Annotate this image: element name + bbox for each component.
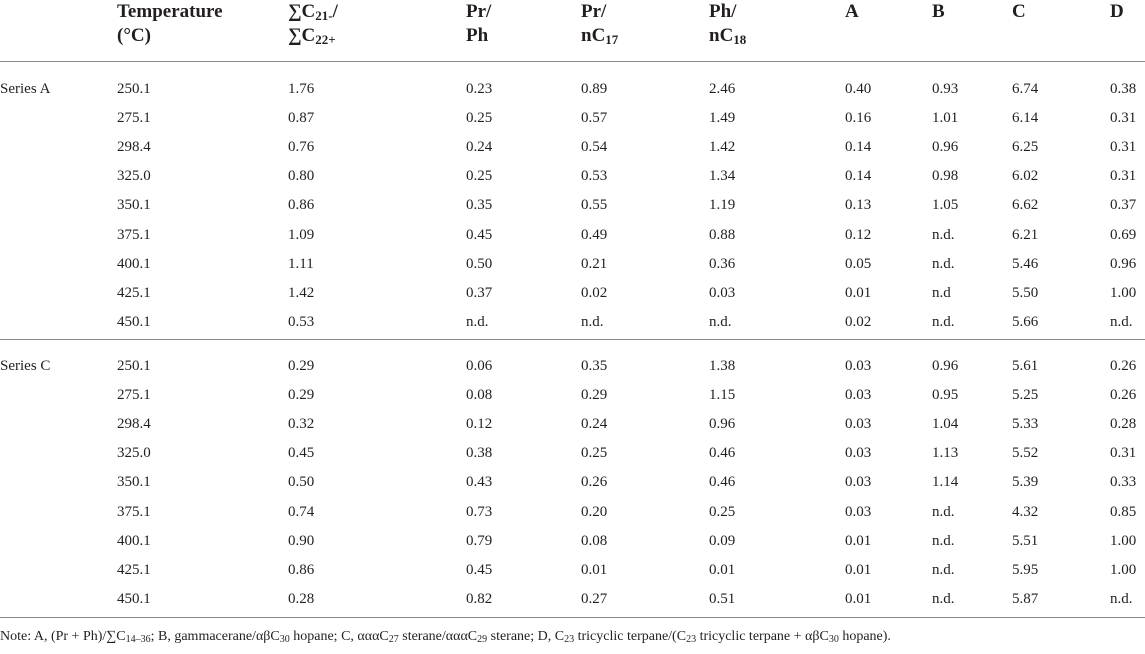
cell-c: 6.25 bbox=[1012, 139, 1039, 155]
cell-ph-nc18: 1.49 bbox=[709, 110, 736, 126]
table-note bbox=[0, 628, 891, 646]
cell-b: 1.14 bbox=[932, 474, 959, 490]
cell-d: 0.26 bbox=[1110, 387, 1137, 403]
header-c22-line bbox=[288, 24, 338, 48]
cell-d: 0.96 bbox=[1110, 256, 1137, 272]
cell-pr-nc17: 0.89 bbox=[581, 81, 608, 97]
note-part-5: sterane; D, C bbox=[487, 629, 565, 644]
cell-ph-nc18: 0.09 bbox=[709, 533, 736, 549]
header-b: B bbox=[932, 1, 945, 22]
cell-c21-c22: 0.50 bbox=[288, 474, 315, 490]
series-separator-rule bbox=[0, 339, 1145, 340]
header-c21-sigma: ∑ bbox=[288, 1, 302, 22]
cell-a: 0.01 bbox=[845, 533, 872, 549]
cell-a: 0.12 bbox=[845, 227, 872, 243]
header-ph-nc18-line2 bbox=[709, 24, 746, 48]
cell-a: 0.03 bbox=[845, 504, 872, 520]
cell-a: 0.05 bbox=[845, 256, 872, 272]
cell-pr-ph: 0.37 bbox=[466, 285, 493, 301]
header-pr-nc17 bbox=[581, 0, 618, 48]
cell-c: 5.25 bbox=[1012, 387, 1039, 403]
header-rule bbox=[0, 61, 1145, 62]
cell-ph-nc18: 1.38 bbox=[709, 358, 736, 374]
cell-temperature: 350.1 bbox=[117, 474, 151, 490]
cell-pr-ph: 0.08 bbox=[466, 387, 493, 403]
cell-temperature: 400.1 bbox=[117, 533, 151, 549]
cell-pr-nc17: 0.08 bbox=[581, 533, 608, 549]
cell-temperature: 298.4 bbox=[117, 139, 151, 155]
cell-c21-c22: 0.86 bbox=[288, 197, 315, 213]
cell-pr-ph: 0.06 bbox=[466, 358, 493, 374]
cell-pr-ph: 0.73 bbox=[466, 504, 493, 520]
cell-b: 0.93 bbox=[932, 81, 959, 97]
cell-pr-ph: 0.79 bbox=[466, 533, 493, 549]
header-c22-sub: 22+ bbox=[315, 32, 336, 47]
cell-pr-ph: 0.25 bbox=[466, 168, 493, 184]
header-c22-c: C bbox=[301, 25, 316, 46]
cell-a: 0.02 bbox=[845, 314, 872, 330]
series-label: Series A bbox=[0, 81, 51, 97]
cell-ph-nc18: 0.88 bbox=[709, 227, 736, 243]
header-c22-sigma: ∑ bbox=[288, 25, 302, 46]
cell-pr-nc17: n.d. bbox=[581, 314, 604, 330]
cell-c: 5.46 bbox=[1012, 256, 1039, 272]
cell-temperature: 450.1 bbox=[117, 591, 151, 607]
cell-c21-c22: 1.09 bbox=[288, 227, 315, 243]
note-sub-5: 23 bbox=[564, 634, 575, 645]
cell-ph-nc18: 1.19 bbox=[709, 197, 736, 213]
cell-ph-nc18: 2.46 bbox=[709, 81, 736, 97]
header-ph-nc18-nc: nC bbox=[709, 25, 734, 46]
cell-c21-c22: 1.76 bbox=[288, 81, 315, 97]
header-ph-nc18-line1: Ph/ bbox=[709, 1, 737, 22]
cell-a: 0.13 bbox=[845, 197, 872, 213]
cell-c21-c22: 0.28 bbox=[288, 591, 315, 607]
cell-a: 0.03 bbox=[845, 416, 872, 432]
cell-d: n.d. bbox=[1110, 314, 1133, 330]
header-temperature-line2: (°C) bbox=[117, 25, 151, 46]
cell-b: 0.95 bbox=[932, 387, 959, 403]
cell-pr-nc17: 0.20 bbox=[581, 504, 608, 520]
cell-temperature: 325.0 bbox=[117, 168, 151, 184]
cell-pr-ph: 0.24 bbox=[466, 139, 493, 155]
cell-b: n.d. bbox=[932, 533, 955, 549]
cell-ph-nc18: n.d. bbox=[709, 314, 732, 330]
cell-d: 1.00 bbox=[1110, 285, 1137, 301]
cell-ph-nc18: 0.46 bbox=[709, 474, 736, 490]
cell-d: 0.31 bbox=[1110, 168, 1137, 184]
cell-ph-nc18: 0.01 bbox=[709, 562, 736, 578]
cell-c21-c22: 0.29 bbox=[288, 387, 315, 403]
cell-temperature: 400.1 bbox=[117, 256, 151, 272]
cell-b: 0.96 bbox=[932, 139, 959, 155]
cell-pr-ph: n.d. bbox=[466, 314, 489, 330]
header-d: D bbox=[1110, 1, 1124, 22]
cell-pr-ph: 0.45 bbox=[466, 227, 493, 243]
cell-c21-c22: 0.45 bbox=[288, 445, 315, 461]
note-sub-4: 29 bbox=[477, 634, 488, 645]
header-pr-ph-line1: Pr/ bbox=[466, 1, 492, 22]
cell-pr-nc17: 0.26 bbox=[581, 474, 608, 490]
cell-temperature: 275.1 bbox=[117, 387, 151, 403]
cell-pr-ph: 0.12 bbox=[466, 416, 493, 432]
cell-a: 0.14 bbox=[845, 139, 872, 155]
note-part-6: tricyclic terpane/(C bbox=[574, 629, 687, 644]
cell-ph-nc18: 0.46 bbox=[709, 445, 736, 461]
header-ph-nc18-sub: 18 bbox=[733, 32, 747, 47]
cell-b: 1.01 bbox=[932, 110, 959, 126]
header-pr-nc17-nc: nC bbox=[581, 25, 606, 46]
cell-pr-ph: 0.23 bbox=[466, 81, 493, 97]
cell-pr-nc17: 0.57 bbox=[581, 110, 608, 126]
header-pr-nc17-line1: Pr/ bbox=[581, 1, 607, 22]
header-c21-c22-ratio bbox=[288, 0, 338, 48]
cell-b: n.d bbox=[932, 285, 951, 301]
cell-d: 1.00 bbox=[1110, 562, 1137, 578]
table-bottom-rule bbox=[0, 617, 1145, 618]
header-pr-ph bbox=[466, 0, 491, 48]
cell-d: 0.69 bbox=[1110, 227, 1137, 243]
cell-c: 6.74 bbox=[1012, 81, 1039, 97]
cell-pr-nc17: 0.49 bbox=[581, 227, 608, 243]
cell-c: 5.95 bbox=[1012, 562, 1039, 578]
cell-pr-nc17: 0.55 bbox=[581, 197, 608, 213]
cell-b: n.d. bbox=[932, 562, 955, 578]
cell-b: 1.04 bbox=[932, 416, 959, 432]
cell-pr-nc17: 0.35 bbox=[581, 358, 608, 374]
cell-c: 6.14 bbox=[1012, 110, 1039, 126]
cell-c21-c22: 0.29 bbox=[288, 358, 315, 374]
cell-temperature: 250.1 bbox=[117, 81, 151, 97]
cell-c: 5.51 bbox=[1012, 533, 1039, 549]
header-temperature-line1: Temperature bbox=[117, 1, 223, 22]
cell-d: 0.31 bbox=[1110, 110, 1137, 126]
cell-b: 0.98 bbox=[932, 168, 959, 184]
series-label: Series C bbox=[0, 358, 51, 374]
header-pr-ph-line2: Ph bbox=[466, 25, 489, 46]
note-part-4: sterane/αααC bbox=[398, 629, 478, 644]
header-temperature bbox=[117, 0, 223, 48]
cell-a: 0.03 bbox=[845, 358, 872, 374]
cell-d: n.d. bbox=[1110, 591, 1133, 607]
cell-ph-nc18: 0.51 bbox=[709, 591, 736, 607]
cell-ph-nc18: 0.03 bbox=[709, 285, 736, 301]
cell-pr-ph: 0.50 bbox=[466, 256, 493, 272]
header-ph-nc18 bbox=[709, 0, 746, 48]
cell-c: 6.02 bbox=[1012, 168, 1039, 184]
cell-a: 0.03 bbox=[845, 474, 872, 490]
cell-temperature: 425.1 bbox=[117, 562, 151, 578]
note-sub-6: 23 bbox=[686, 634, 697, 645]
cell-temperature: 298.4 bbox=[117, 416, 151, 432]
cell-d: 0.26 bbox=[1110, 358, 1137, 374]
cell-d: 0.33 bbox=[1110, 474, 1137, 490]
cell-ph-nc18: 1.42 bbox=[709, 139, 736, 155]
note-part-1: Note: A, (Pr + Ph)/∑C bbox=[0, 629, 126, 644]
header-c: C bbox=[1012, 1, 1026, 22]
cell-ph-nc18: 1.34 bbox=[709, 168, 736, 184]
cell-c21-c22: 0.76 bbox=[288, 139, 315, 155]
cell-d: 0.85 bbox=[1110, 504, 1137, 520]
cell-b: 0.96 bbox=[932, 358, 959, 374]
cell-b: n.d. bbox=[932, 591, 955, 607]
cell-d: 0.31 bbox=[1110, 139, 1137, 155]
cell-b: 1.05 bbox=[932, 197, 959, 213]
header-pr-nc17-sub: 17 bbox=[605, 32, 619, 47]
note-part-7: tricyclic terpane + αβC bbox=[696, 629, 829, 644]
cell-c: 5.50 bbox=[1012, 285, 1039, 301]
cell-ph-nc18: 0.36 bbox=[709, 256, 736, 272]
cell-ph-nc18: 0.25 bbox=[709, 504, 736, 520]
header-c21-line bbox=[288, 0, 338, 24]
note-sub-3: 27 bbox=[388, 634, 399, 645]
cell-a: 0.03 bbox=[845, 445, 872, 461]
cell-c21-c22: 1.11 bbox=[288, 256, 314, 272]
cell-c21-c22: 0.90 bbox=[288, 533, 315, 549]
cell-ph-nc18: 1.15 bbox=[709, 387, 736, 403]
cell-pr-nc17: 0.27 bbox=[581, 591, 608, 607]
cell-d: 1.00 bbox=[1110, 533, 1137, 549]
cell-pr-nc17: 0.29 bbox=[581, 387, 608, 403]
cell-pr-ph: 0.25 bbox=[466, 110, 493, 126]
header-c21-c: C bbox=[301, 1, 316, 22]
cell-pr-nc17: 0.21 bbox=[581, 256, 608, 272]
cell-c21-c22: 0.53 bbox=[288, 314, 315, 330]
note-sub-1: 14–36 bbox=[125, 634, 151, 645]
cell-pr-nc17: 0.02 bbox=[581, 285, 608, 301]
cell-a: 0.01 bbox=[845, 285, 872, 301]
cell-pr-ph: 0.38 bbox=[466, 445, 493, 461]
cell-c: 5.66 bbox=[1012, 314, 1039, 330]
cell-pr-ph: 0.82 bbox=[466, 591, 493, 607]
cell-a: 0.03 bbox=[845, 387, 872, 403]
cell-pr-nc17: 0.24 bbox=[581, 416, 608, 432]
cell-c21-c22: 0.32 bbox=[288, 416, 315, 432]
cell-pr-nc17: 0.53 bbox=[581, 168, 608, 184]
cell-c21-c22: 0.74 bbox=[288, 504, 315, 520]
header-a: A bbox=[845, 1, 859, 22]
cell-b: n.d. bbox=[932, 227, 955, 243]
cell-c: 5.33 bbox=[1012, 416, 1039, 432]
cell-pr-nc17: 0.01 bbox=[581, 562, 608, 578]
cell-c: 5.39 bbox=[1012, 474, 1039, 490]
cell-temperature: 450.1 bbox=[117, 314, 151, 330]
cell-a: 0.14 bbox=[845, 168, 872, 184]
cell-pr-ph: 0.45 bbox=[466, 562, 493, 578]
cell-c: 6.62 bbox=[1012, 197, 1039, 213]
cell-d: 0.31 bbox=[1110, 445, 1137, 461]
cell-pr-ph: 0.43 bbox=[466, 474, 493, 490]
cell-d: 0.37 bbox=[1110, 197, 1137, 213]
cell-c: 5.61 bbox=[1012, 358, 1039, 374]
cell-b: 1.13 bbox=[932, 445, 959, 461]
cell-c21-c22: 0.86 bbox=[288, 562, 315, 578]
header-c21-slash: / bbox=[332, 1, 338, 22]
header-pr-nc17-line2 bbox=[581, 24, 618, 48]
cell-temperature: 375.1 bbox=[117, 227, 151, 243]
cell-temperature: 350.1 bbox=[117, 197, 151, 213]
cell-temperature: 375.1 bbox=[117, 504, 151, 520]
cell-temperature: 425.1 bbox=[117, 285, 151, 301]
cell-c: 5.52 bbox=[1012, 445, 1039, 461]
note-sub-7: 30 bbox=[828, 634, 839, 645]
cell-temperature: 275.1 bbox=[117, 110, 151, 126]
cell-temperature: 325.0 bbox=[117, 445, 151, 461]
cell-a: 0.16 bbox=[845, 110, 872, 126]
cell-a: 0.01 bbox=[845, 591, 872, 607]
cell-d: 0.28 bbox=[1110, 416, 1137, 432]
cell-c21-c22: 1.42 bbox=[288, 285, 315, 301]
cell-pr-nc17: 0.25 bbox=[581, 445, 608, 461]
cell-pr-nc17: 0.54 bbox=[581, 139, 608, 155]
note-sub-2: 30 bbox=[279, 634, 290, 645]
cell-pr-ph: 0.35 bbox=[466, 197, 493, 213]
cell-c: 6.21 bbox=[1012, 227, 1039, 243]
cell-c: 5.87 bbox=[1012, 591, 1039, 607]
cell-temperature: 250.1 bbox=[117, 358, 151, 374]
note-part-8: hopane). bbox=[838, 629, 891, 644]
cell-b: n.d. bbox=[932, 256, 955, 272]
cell-c21-c22: 0.87 bbox=[288, 110, 315, 126]
note-part-2: ; B, gammacerane/αβC bbox=[150, 629, 280, 644]
cell-b: n.d. bbox=[932, 504, 955, 520]
cell-c21-c22: 0.80 bbox=[288, 168, 315, 184]
cell-a: 0.40 bbox=[845, 81, 872, 97]
cell-d: 0.38 bbox=[1110, 81, 1137, 97]
cell-a: 0.01 bbox=[845, 562, 872, 578]
cell-c: 4.32 bbox=[1012, 504, 1039, 520]
cell-ph-nc18: 0.96 bbox=[709, 416, 736, 432]
cell-b: n.d. bbox=[932, 314, 955, 330]
header-c21-sub: 21- bbox=[315, 8, 333, 23]
note-part-3: hopane; C, αααC bbox=[289, 629, 389, 644]
